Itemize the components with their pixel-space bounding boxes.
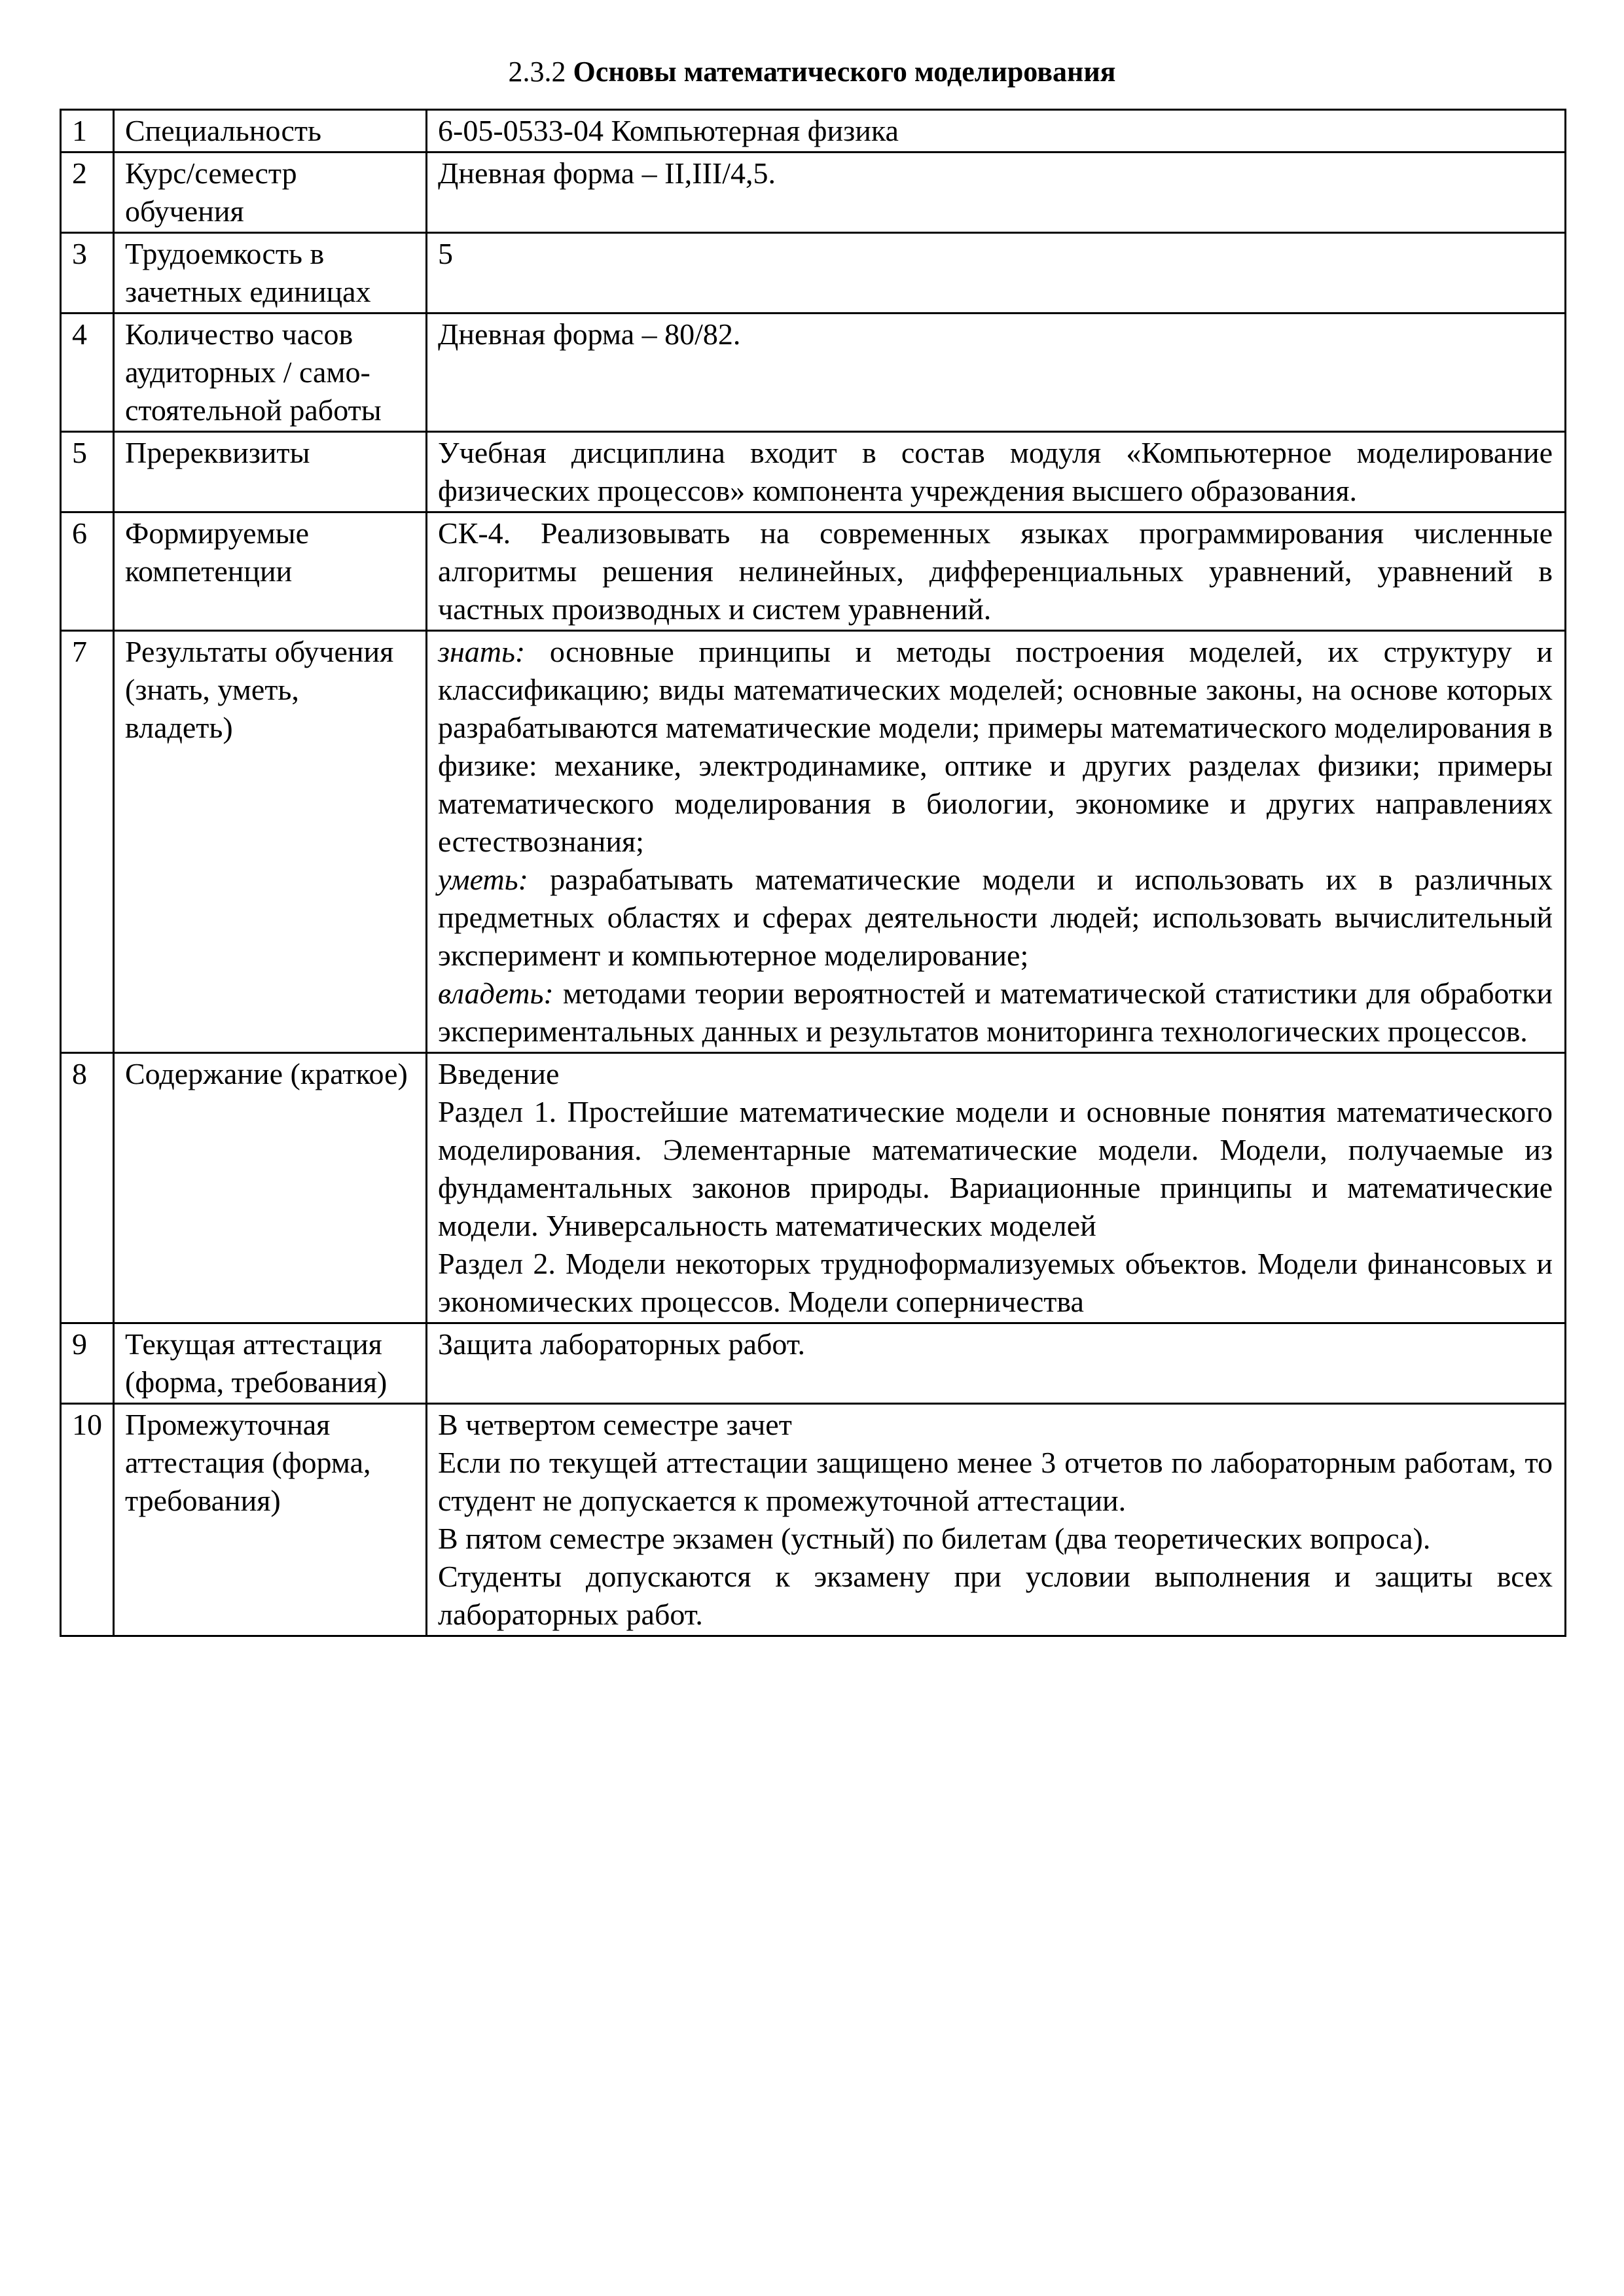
content-paragraph: 6-05-0533-04 Компьютерная физика <box>438 114 899 147</box>
table-row <box>61 512 1566 631</box>
content-paragraph: Защита лабораторных работ. <box>438 1327 805 1361</box>
content-paragraph: Дневная форма – II,III/4,5. <box>438 156 776 190</box>
row-number: 4 <box>61 314 114 432</box>
row-label: Результаты обучения (знать, уметь, владеть) <box>114 631 427 1053</box>
content-paragraph: Студенты допускаются к экзамену при условии выполнения и защиты всех лабораторных работ. <box>438 1560 1553 1631</box>
table-row <box>61 1053 1566 1323</box>
outcome-keyword: уметь: <box>438 863 528 896</box>
outcome-keyword: владеть: <box>438 977 554 1010</box>
table-row <box>61 1323 1566 1404</box>
row-number: 5 <box>61 432 114 512</box>
row-label: Трудоемкость в зачетных единицах <box>114 233 427 314</box>
row-label: Специальность <box>114 110 427 152</box>
row-label: Формируемые компетенции <box>114 512 427 631</box>
outcome-know <box>438 633 1553 861</box>
table-row <box>61 631 1566 1053</box>
content-paragraph: Учебная дисциплина входит в состав модуля «Компьютерное моделирование физических процессов» компонента учреждения высшего образования. <box>438 436 1553 507</box>
row-label: Курс/семестр обучения <box>114 152 427 233</box>
row-number: 9 <box>61 1323 114 1404</box>
row-content <box>427 233 1566 314</box>
outcome-master <box>438 975 1553 1050</box>
outcome-keyword: знать: <box>438 635 526 668</box>
row-content <box>427 110 1566 152</box>
table-row <box>61 233 1566 314</box>
content-paragraph: 5 <box>438 237 453 270</box>
row-label: Количество часов аудиторных / само-стоятельной работы <box>114 314 427 432</box>
content-paragraph: СК-4. Реализовывать на современных языках программирования численные алгоритмы решения нелинейных, дифференциальных уравнений, уравнений в частных производных и систем уравнений. <box>438 516 1553 626</box>
table-row <box>61 110 1566 152</box>
row-number: 7 <box>61 631 114 1053</box>
discipline-info-table <box>60 109 1566 1637</box>
row-content <box>427 432 1566 512</box>
row-label: Пререквизиты <box>114 432 427 512</box>
row-label: Текущая аттестация (форма, требования) <box>114 1323 427 1404</box>
row-content <box>427 152 1566 233</box>
row-content <box>427 1404 1566 1636</box>
content-paragraph: Раздел 1. Простейшие математические модели и основные понятия математического моделирования. Элементарные математические модели. Модели, получаемые из фундаментальных законов природы. Вариационные принципы и математические модели. Универсальность математических моделей <box>438 1095 1553 1242</box>
row-label: Промежуточная аттестация (форма, требования) <box>114 1404 427 1636</box>
row-content <box>427 631 1566 1053</box>
row-content <box>427 314 1566 432</box>
table-row <box>61 432 1566 512</box>
row-content <box>427 512 1566 631</box>
section-heading: Основы математического моделирования <box>573 56 1116 88</box>
outcome-text: основные принципы и методы построения моделей, их структуру и классификацию; виды математических моделей; основные законы, на основе которых разрабатываются математические модели; примеры математического моделирования в физике: механике, электродинамике, оптике и других разделах физики; примеры математического моделирования в биологии, экономике и других направлениях естествознания; <box>438 635 1553 858</box>
outcome-can <box>438 861 1553 975</box>
content-paragraph: В пятом семестре экзамен (устный) по билетам (два теоретических вопроса). <box>438 1522 1431 1555</box>
row-number: 10 <box>61 1404 114 1636</box>
outcome-text: методами теории вероятностей и математической статистики для обработки экспериментальных данных и результатов мониторинга технологических процессов. <box>438 977 1553 1048</box>
content-paragraph: Если по текущей аттестации защищено менее 3 отчетов по лабораторным работам, то студент не допускается к промежуточной аттестации. <box>438 1446 1553 1517</box>
section-title <box>0 54 1624 90</box>
row-content <box>427 1323 1566 1404</box>
outcome-text: разрабатывать математические модели и использовать их в различных предметных областях и сферах деятельности людей; использовать вычислительный эксперимент и компьютерное моделирование; <box>438 863 1553 972</box>
content-paragraph: Раздел 2. Модели некоторых трудноформализуемых объектов. Модели финансовых и экономических процессов. Модели соперничества <box>438 1247 1553 1318</box>
table-row <box>61 314 1566 432</box>
section-number: 2.3.2 <box>508 56 566 88</box>
row-number: 8 <box>61 1053 114 1323</box>
row-number: 2 <box>61 152 114 233</box>
row-label: Содержание (краткое) <box>114 1053 427 1323</box>
row-content <box>427 1053 1566 1323</box>
table-row <box>61 152 1566 233</box>
content-paragraph: Дневная форма – 80/82. <box>438 317 741 351</box>
row-number: 6 <box>61 512 114 631</box>
row-number: 1 <box>61 110 114 152</box>
table-row <box>61 1404 1566 1636</box>
row-number: 3 <box>61 233 114 314</box>
content-paragraph: Введение <box>438 1057 560 1090</box>
content-paragraph: В четвертом семестре зачет <box>438 1408 792 1441</box>
